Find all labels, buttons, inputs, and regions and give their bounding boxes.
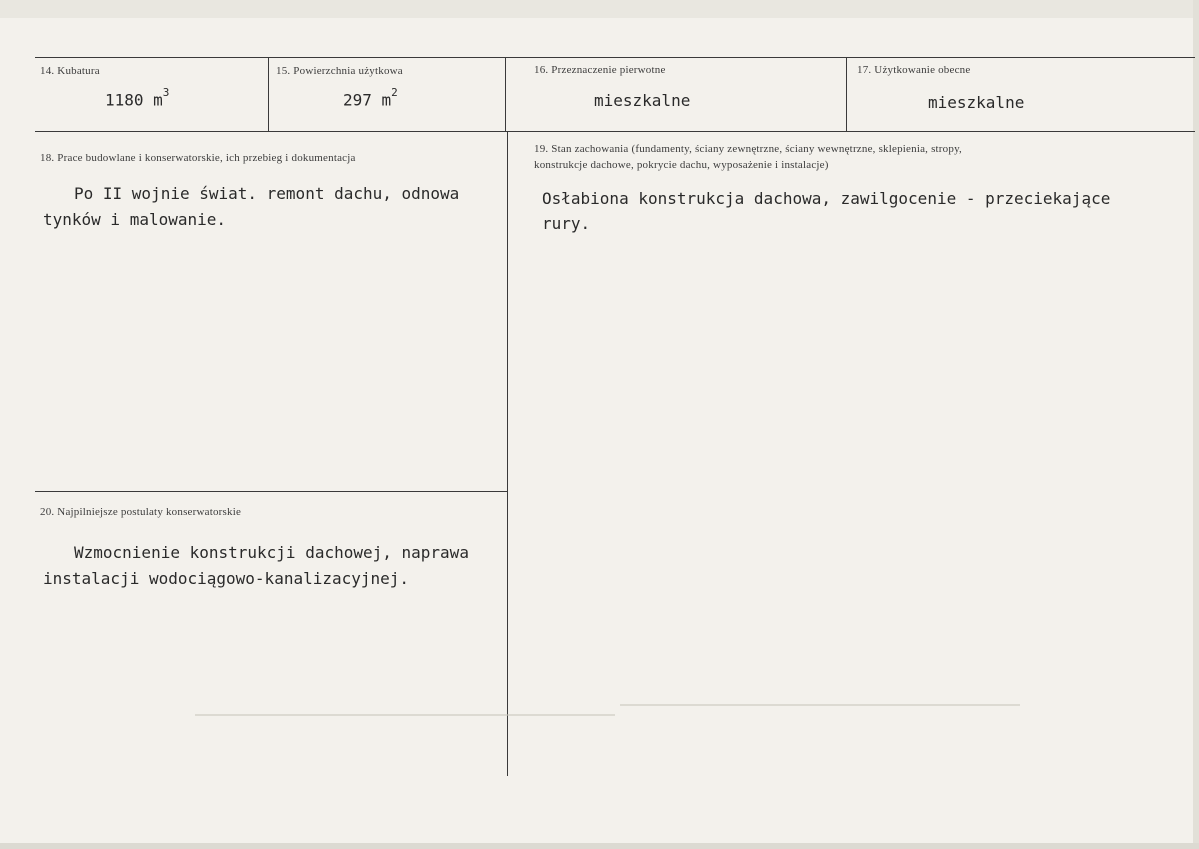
- cubature-unit-exponent: 3: [162, 86, 170, 99]
- field-19-label-line-1: 19. Stan zachowania (fundamenty, ściany zewnętrzne, ściany wewnętrzne, sklepienia, stropy,: [534, 143, 963, 155]
- card-right-edge: [1193, 0, 1199, 849]
- field-18-label: 18. Prace budowlane i konserwatorskie, ich przebieg i dokumentacja: [40, 152, 356, 164]
- col-divider-main: [507, 131, 508, 776]
- row-divider-1: [35, 131, 1195, 132]
- construction-works-line-1: Po II wojnie świat. remont dachu, odnowa: [74, 184, 460, 203]
- construction-works-line-2: tynków i malowanie.: [43, 210, 227, 229]
- cubature-value: 1180 m: [105, 90, 163, 110]
- bleed-through-mark: [195, 714, 615, 716]
- condition-line-1: Osłabiona konstrukcja dachowa, zawilgocenie - przeciekające: [542, 189, 1111, 208]
- card-top-edge: [0, 0, 1199, 18]
- conservation-postulates-line-1: Wzmocnienie konstrukcji dachowej, naprawa: [74, 543, 469, 562]
- original-purpose-value: mieszkalne: [594, 91, 691, 110]
- field-14-label: 14. Kubatura: [40, 65, 100, 77]
- current-use-value: mieszkalne: [928, 93, 1025, 112]
- col-divider-2: [505, 57, 506, 131]
- field-15-value: [343, 86, 398, 110]
- conservation-postulates-line-2: instalacji wodociągowo-kanalizacyjnej.: [43, 569, 410, 588]
- col-divider-1: [268, 57, 269, 131]
- card-bottom-edge: [0, 843, 1199, 849]
- condition-line-2: rury.: [542, 214, 591, 233]
- bleed-through-mark: [620, 704, 1020, 706]
- col-divider-3: [846, 57, 847, 131]
- field-14-value: [105, 86, 170, 110]
- top-rule: [35, 57, 1195, 58]
- field-20-label: 20. Najpilniejsze postulaty konserwatorskie: [40, 506, 242, 518]
- row-divider-2: [35, 491, 507, 492]
- field-16-label: 16. Przeznaczenie pierwotne: [534, 64, 666, 76]
- field-19-label-line-2: konstrukcje dachowe, pokrycie dachu, wyposażenie i instalacje): [534, 159, 829, 171]
- usable-area-unit-exponent: 2: [391, 86, 398, 99]
- usable-area-value: 297 m: [343, 90, 392, 110]
- field-15-label: 15. Powierzchnia użytkowa: [276, 65, 403, 77]
- field-17-label: 17. Użytkowanie obecne: [857, 64, 971, 76]
